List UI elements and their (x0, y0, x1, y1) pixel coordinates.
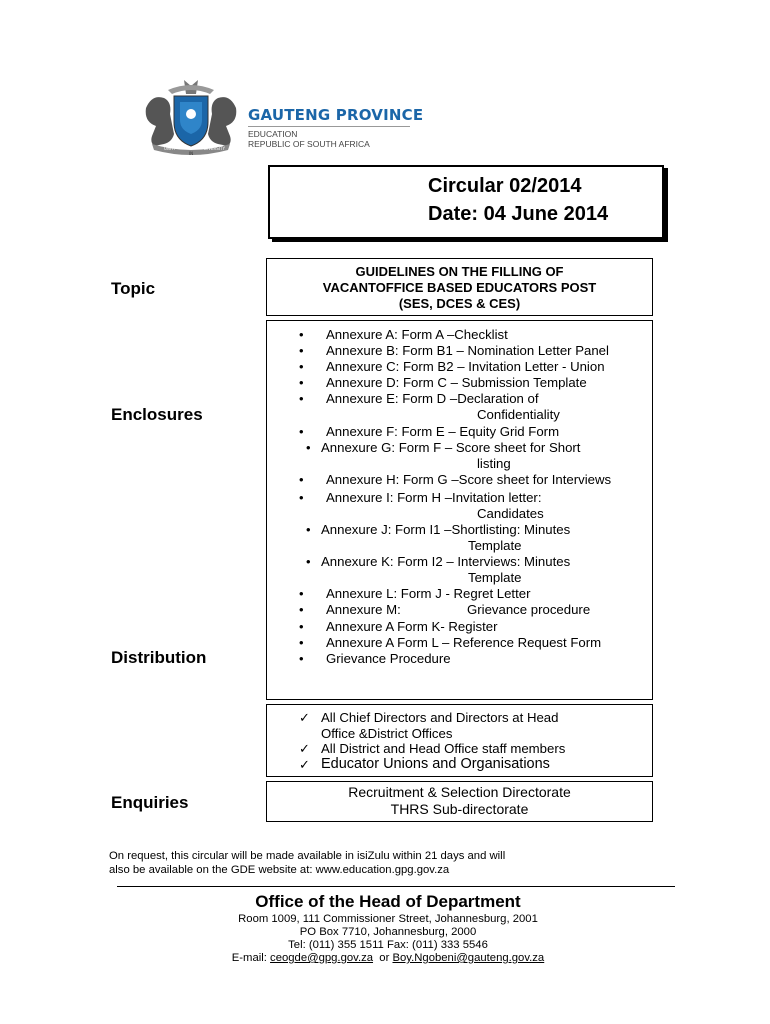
note-line-1: On request, this circular will be made available in isiZulu within 21 days and will (109, 850, 506, 862)
circular-date: Date: 04 June 2014 (428, 203, 609, 225)
list-item: Annexure M: (326, 602, 401, 617)
bullet: • (299, 651, 304, 666)
list-item-detail: Grievance procedure (467, 602, 591, 617)
list-item: Annexure A Form K- Register (326, 619, 498, 634)
enquiries-label: Enquiries (111, 793, 189, 812)
list-item: Annexure E: Form D –Declaration of (326, 391, 539, 406)
list-item-continuation: Office &District Offices (321, 726, 453, 741)
distribution-label: Distribution (111, 648, 207, 667)
province-wordmark (248, 106, 423, 149)
list-item: Annexure J: Form I1 –Shortlisting: Minutes (321, 522, 571, 537)
list-item: Annexure I: Form H –Invitation letter: (326, 490, 542, 505)
province-name: GAUTENG PROVINCE (248, 106, 424, 124)
enquiries-box (266, 781, 653, 822)
list-item: Annexure F: Form E – Equity Grid Form (326, 424, 560, 439)
topic-line-3: (SES, DCES & CES) (398, 296, 521, 311)
email-prefix: E-mail: (231, 952, 271, 964)
bullet: • (306, 440, 311, 455)
svg-text:IN: IN (189, 151, 194, 156)
bullet: • (299, 619, 304, 634)
list-item: Annexure K: Form I2 – Interviews: Minutes (321, 554, 571, 569)
list-item: Annexure A Form L – Reference Request Form (326, 635, 602, 650)
email-separator: or (373, 952, 393, 964)
svg-text:UNITY: UNITY (164, 146, 176, 151)
email-link-2[interactable]: Boy.Ngobeni@gauteng.gov.za (392, 952, 545, 964)
list-item-continuation: Template (468, 570, 522, 585)
coat-of-arms-logo (138, 78, 244, 156)
list-item-continuation: Template (468, 538, 522, 553)
department-name: EDUCATION (248, 129, 298, 139)
topic-label: Topic (111, 279, 156, 298)
phone-fax: Tel: (011) 355 1511 Fax: (011) 333 5546 (288, 939, 488, 951)
postal-address: PO Box 7710, Johannesburg, 2000 (299, 926, 477, 938)
email-line (109, 952, 667, 965)
list-item: Annexure A: Form A –Checklist (326, 327, 508, 342)
list-item-continuation: listing (477, 456, 511, 471)
enquiries-line-1: Recruitment & Selection Directorate (348, 784, 571, 800)
bullet: • (299, 343, 304, 358)
bullet: • (299, 586, 304, 601)
bullet: • (306, 522, 311, 537)
bullet: • (299, 424, 304, 439)
bullet: • (299, 375, 304, 390)
list-item: Annexure G: Form F – Score sheet for Short (321, 440, 581, 455)
list-item: Annexure C: Form B2 – Invitation Letter - Union (326, 359, 605, 374)
list-item: All Chief Directors and Directors at Head (321, 710, 559, 725)
email-link-1[interactable]: ceogde@gpg.gov.za (270, 952, 374, 964)
circular-number: Circular 02/2014 (428, 175, 582, 197)
list-item-continuation: Confidentiality (477, 407, 560, 422)
bullet: • (299, 327, 304, 342)
enclosures-label: Enclosures (111, 405, 203, 424)
topic-line-1: GUIDELINES ON THE FILLING OF (355, 264, 564, 279)
bullet: • (299, 602, 304, 617)
note-line-2: also be available on the GDE website at: www.education.gpg.gov.za (109, 864, 450, 876)
list-item-continuation: Candidates (477, 506, 544, 521)
checkmark-icon: ✓ (299, 757, 310, 772)
office-title: Office of the Head of Department (255, 892, 521, 911)
topic-line-2: VACANTOFFICE BASED EDUCATORS POST (322, 280, 597, 295)
list-item: All District and Head Office staff members (321, 741, 566, 756)
wordmark-divider (248, 126, 410, 127)
street-address: Room 1009, 111 Commissioner Street, Johannesburg, 2001 (238, 913, 538, 925)
list-item: Annexure D: Form C – Submission Template (326, 375, 587, 390)
list-item: Educator Unions and Organisations (321, 756, 550, 772)
list-item: Annexure H: Form G –Score sheet for Interviews (326, 472, 612, 487)
bullet: • (299, 490, 304, 505)
enquiries-line-2: THRS Sub-directorate (390, 801, 529, 817)
list-item: Annexure L: Form J - Regret Letter (326, 586, 531, 601)
bullet: • (306, 554, 311, 569)
bullet: • (299, 635, 304, 650)
footer-divider (117, 886, 675, 887)
bullet: • (299, 359, 304, 374)
checkmark-icon: ✓ (299, 710, 310, 725)
bullet: • (299, 391, 304, 406)
bullet: • (299, 472, 304, 487)
svg-text:DIVERSITY: DIVERSITY (204, 146, 225, 151)
topic-box (266, 258, 653, 316)
checkmark-icon: ✓ (299, 741, 310, 756)
circular-box (268, 165, 664, 239)
country-name: REPUBLIC OF SOUTH AFRICA (248, 139, 370, 149)
footer (109, 891, 667, 965)
language-note (109, 849, 505, 877)
list-item: Annexure B: Form B1 – Nomination Letter Panel (326, 343, 609, 358)
list-item: Grievance Procedure (326, 651, 451, 666)
